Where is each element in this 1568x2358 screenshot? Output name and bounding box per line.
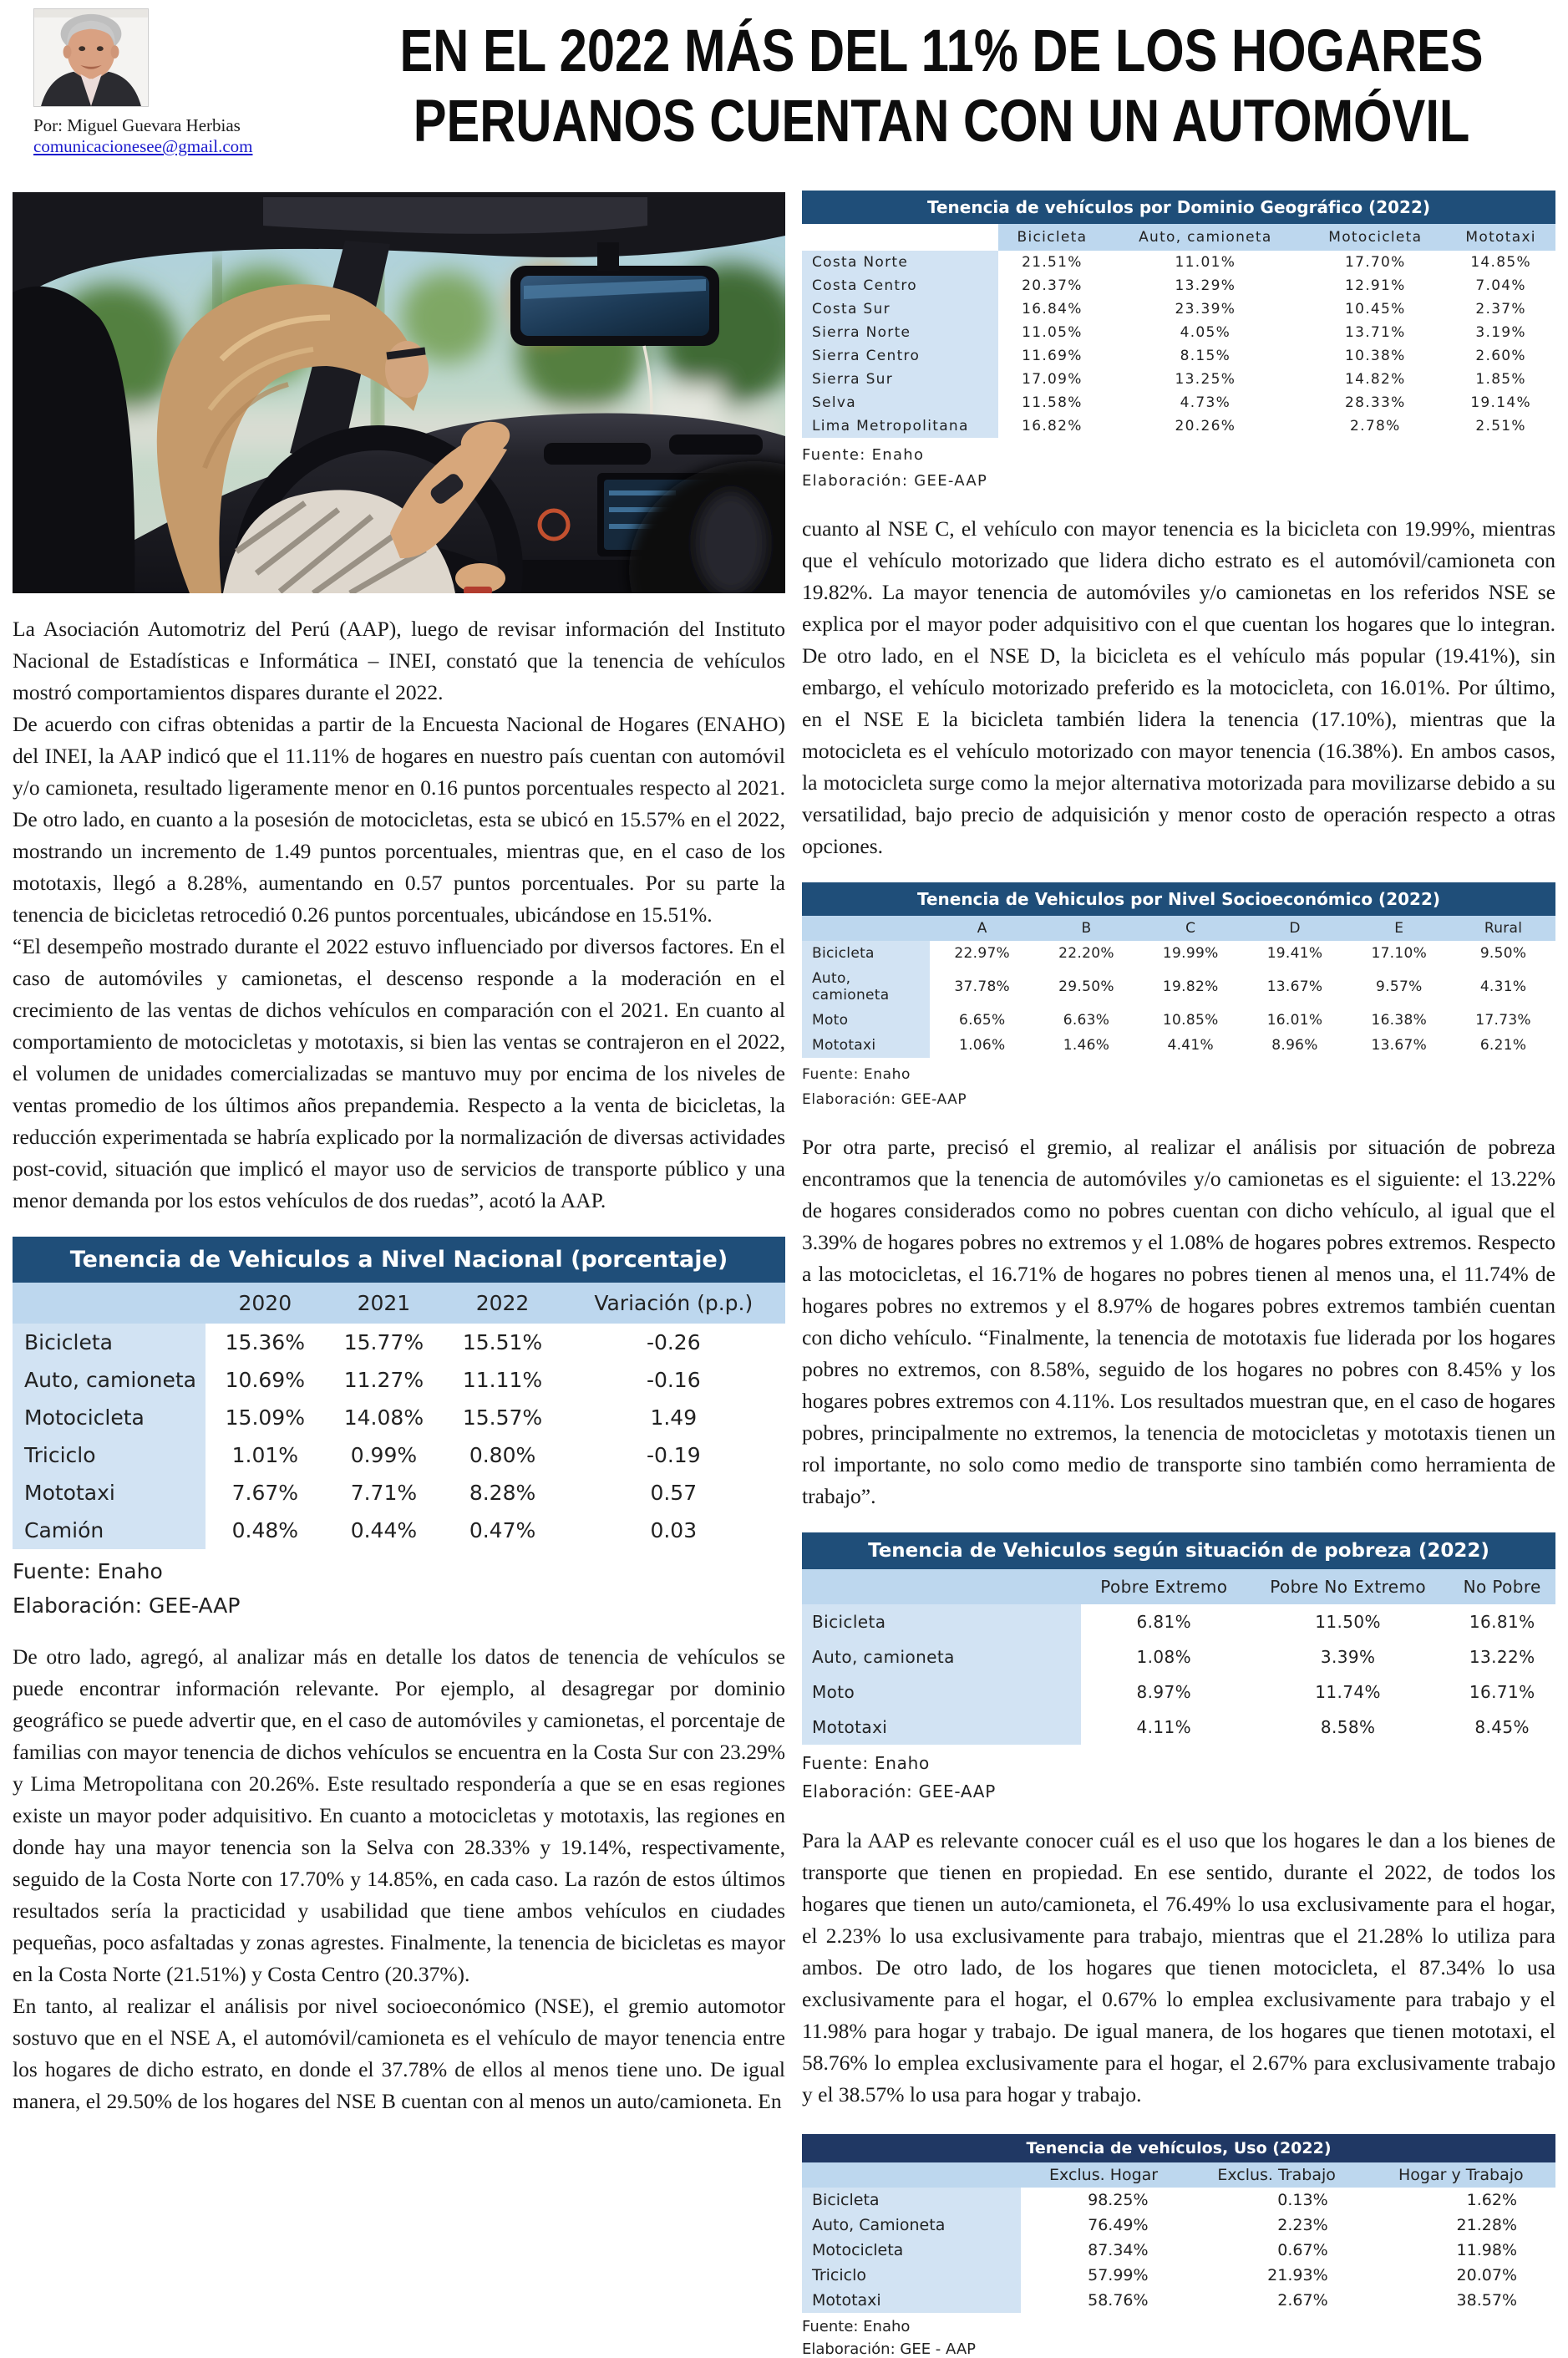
table-cell: 38.57% — [1367, 2288, 1555, 2313]
uso-table-title: Tenencia de vehículos, Uso (2022) — [802, 2134, 1555, 2162]
paragraph: La Asociación Automotriz del Perú (AAP), luego de revisar información del Instituto Nacional de Estadísticas e Informática – INEI, constató que la tenencia de vehículos mostró comportamientos dispares durante el 2022. — [13, 617, 785, 704]
nse-table — [802, 916, 1555, 1058]
source-note: Fuente: Enaho — [802, 1066, 911, 1083]
paragraph: De otro lado, agregó, al analizar más en detalle los datos de tenencia de vehículos se puede encontrar información relevante. Por ejemplo, al desagregar por dominio geográfico se puede advertir que, en el caso de automóviles y camionetas, el porcentaje de familias con mayor tenencia de dichos vehículos se encuentra en la Costa Sur con 23.29% y Lima Metropolitana con 20.26%. Este resultado respondería a que se en esas regiones existe un mayor poder adquisitivo. En cuanto a motocicletas y mototaxis, las regiones en donde hay una mayor tenencia son la Selva con 28.33% y 19.14%, respectivamente, seguido de la Costa Norte con 17.70% y 14.85%, en cada caso. La razón de estos últimos resultados sería la practicidad y usabilidad que tiene ambos vehículos en ciudades pequeñas, poco asfaltadas y zonas agrestes. Finalmente, la tenencia de bicicletas es mayor en la Costa Norte (21.51%) y Costa Centro (20.37%). — [13, 1644, 785, 1986]
table-cell: 14.82% — [1304, 368, 1446, 391]
table-cell: 13.67% — [1347, 1033, 1451, 1058]
page-title — [297, 17, 1568, 157]
table-cell: 16.01% — [1243, 1008, 1347, 1033]
table-cell: 11.74% — [1247, 1674, 1449, 1710]
row-label: Motocicleta — [13, 1399, 206, 1436]
table-cell: 11.11% — [443, 1361, 561, 1399]
table-cell: 11.01% — [1106, 251, 1304, 274]
row-label: Sierra Sur — [802, 368, 998, 391]
column-header: C — [1139, 916, 1243, 941]
row-label: Bicicleta — [13, 1324, 206, 1361]
national-table-block — [13, 1237, 785, 1618]
car-interior-photo — [13, 192, 785, 593]
table-cell: 11.69% — [998, 344, 1107, 368]
table-cell: 11.58% — [998, 391, 1107, 414]
paragraph: De acuerdo con cifras obtenidas a partir de la Encuesta Nacional de Hogares (ENAHO) del INEI, la AAP indicó que el 11.11% de hogares en nuestro país cuentan con automóvil y/o camioneta, resultado ligeramente menor en 0.16 puntos porcentuales respecto al 2021. De otro lado, en cuanto a la posesión de motocicletas, esta se ubicó en 15.57% en el 2022, mostrando un incremento de 1.49 puntos porcentuales, mientras que, en el caso de los mototaxis, llegó a 8.28%, aumentando en 0.57 puntos porcentuales. Por su parte la tenencia de bicicletas retrocedió 0.26 puntos porcentuales, ubicándose en 15.51%. — [13, 712, 785, 927]
table-row — [13, 1512, 785, 1549]
source-note: Fuente: Enaho — [802, 446, 925, 464]
author-portrait-photo — [33, 8, 149, 107]
table-cell: 10.45% — [1304, 297, 1446, 321]
table-cell: 10.38% — [1304, 344, 1446, 368]
row-label: Auto, camioneta — [802, 966, 930, 1008]
table-row — [802, 2213, 1555, 2238]
table-cell: 19.41% — [1243, 941, 1347, 966]
row-label: Sierra Norte — [802, 321, 998, 344]
table-cell: -0.16 — [562, 1361, 785, 1399]
table-row — [802, 251, 1555, 274]
table-cell: 2.51% — [1446, 414, 1555, 438]
national-table-title: Tenencia de Vehiculos a Nivel Nacional (porcentaje) — [13, 1237, 785, 1283]
table-cell: 17.73% — [1451, 1008, 1555, 1033]
table-cell: 29.50% — [1034, 966, 1139, 1008]
table-row — [13, 1474, 785, 1512]
paragraph: cuanto al NSE C, el vehículo con mayor tenencia es la bicicleta con 19.99%, mientras que el vehículo motorizado que lidera dicho estrato es el automóvil/camioneta con 19.82%. La mayor tenencia de automóviles y/o camionetas en los referidos NSE se explica por el mayor poder adquisitivo con el que cuentan los hogares que lo integran. De otro lado, en el NSE D, la bicicleta es el vehículo más popular (19.41%), sin embargo, el vehículo motorizado preferido es la motocicleta, con 16.01%. Por último, en el NSE E la bicicleta también lidera la tenencia (17.10%), mientras que la motocicleta es el vehículo motorizado con mayor tenencia (16.38%). En ambos casos, la motocicleta surge como la mejor alternativa motorizada para movilizarse debido a su versatilidad, bajo precio de adquisición y menor costo de operación respecto a otras opciones. — [802, 516, 1555, 858]
table-cell: 8.58% — [1247, 1710, 1449, 1745]
table-cell: 13.22% — [1449, 1639, 1555, 1674]
column-header-row — [802, 2162, 1555, 2188]
table-cell: 23.39% — [1106, 297, 1304, 321]
elaboration-note: Elaboración: GEE-AAP — [802, 1781, 996, 1802]
row-label: Mototaxi — [802, 2288, 1021, 2313]
table-cell: 0.03 — [562, 1512, 785, 1549]
table-cell: 15.09% — [206, 1399, 324, 1436]
geo-table-title: Tenencia de vehículos por Dominio Geográfico (2022) — [802, 191, 1555, 224]
article-photo — [13, 192, 785, 593]
source-note: Fuente: Enaho — [13, 1559, 163, 1583]
row-label: Triciclo — [13, 1436, 206, 1474]
table-cell: 13.67% — [1243, 966, 1347, 1008]
table-cell: 11.50% — [1247, 1604, 1449, 1639]
right-column — [802, 191, 1555, 2358]
table-cell: 8.97% — [1081, 1674, 1247, 1710]
table-cell: 0.80% — [443, 1436, 561, 1474]
column-header: 2020 — [206, 1283, 324, 1324]
table-cell: 4.05% — [1106, 321, 1304, 344]
table-row — [802, 1710, 1555, 1745]
table-cell: 6.81% — [1081, 1604, 1247, 1639]
table-cell: 19.82% — [1139, 966, 1243, 1008]
table-cell: 22.20% — [1034, 941, 1139, 966]
table-cell: 4.31% — [1451, 966, 1555, 1008]
paragraph: Para la AAP es relevante conocer cuál es el uso que los hogares le dan a los bienes de transporte que tienen en propiedad. En ese sentido, durante el 2022, de todos los hogares que tienen un auto/camioneta, el 76.49% lo usa exclusivamente para el hogar, el 2.23% lo usa exclusivamente para trabajo, mientras que el 21.28% lo utiliza para ambos. De otro lado, de los hogares que tienen motocicleta, el 87.34% lo usa exclusivamente para el hogar, el 0.67% lo emplea exclusivamente para trabajo y el 11.98% para hogar y trabajo. De igual manera, de los hogares que tienen mototaxi, el 58.76% lo emplea exclusivamente para el hogar, el 2.67% para exclusivamente trabajo y el 38.57% lo usa para hogar y trabajo. — [802, 1828, 1555, 2106]
nse-table-block — [802, 882, 1555, 1108]
elaboration-note: Elaboración: GEE-AAP — [802, 1091, 967, 1108]
table-cell: 1.85% — [1446, 368, 1555, 391]
column-header: Motocicleta — [1304, 224, 1446, 251]
table-row — [802, 1604, 1555, 1639]
table-row — [802, 274, 1555, 297]
table-cell: 1.06% — [930, 1033, 1034, 1058]
table-cell: 20.26% — [1106, 414, 1304, 438]
table-cell: 21.28% — [1367, 2213, 1555, 2238]
table-cell: 17.70% — [1304, 251, 1446, 274]
column-header — [802, 224, 998, 251]
elaboration-note: Elaboración: GEE-AAP — [802, 472, 988, 490]
table-row — [802, 941, 1555, 966]
table-cell: 21.51% — [998, 251, 1107, 274]
author-name: Por: Miguel Guevara Herbias — [33, 115, 241, 135]
table-cell: 19.14% — [1446, 391, 1555, 414]
column-header: 2022 — [443, 1283, 561, 1324]
table-cell: 8.15% — [1106, 344, 1304, 368]
table-cell: -0.19 — [562, 1436, 785, 1474]
table-cell: 2.78% — [1304, 414, 1446, 438]
table-row — [802, 2188, 1555, 2213]
table-cell: 1.01% — [206, 1436, 324, 1474]
table-cell: -0.26 — [562, 1324, 785, 1361]
table-cell: 1.08% — [1081, 1639, 1247, 1674]
row-label: Costa Sur — [802, 297, 998, 321]
table-cell: 10.69% — [206, 1361, 324, 1399]
table-cell: 0.44% — [324, 1512, 443, 1549]
row-label: Mototaxi — [802, 1033, 930, 1058]
table-row — [802, 391, 1555, 414]
table-cell: 87.34% — [1021, 2238, 1187, 2263]
table-row — [802, 1674, 1555, 1710]
elaboration-note: Elaboración: GEE-AAP — [13, 1593, 241, 1618]
row-label: Mototaxi — [802, 1710, 1081, 1745]
table-cell: 15.77% — [324, 1324, 443, 1361]
table-cell: 8.96% — [1243, 1033, 1347, 1058]
table-row — [802, 344, 1555, 368]
table-cell: 14.85% — [1446, 251, 1555, 274]
table-cell: 98.25% — [1021, 2188, 1187, 2213]
table-cell: 21.93% — [1187, 2263, 1367, 2288]
table-cell: 37.78% — [930, 966, 1034, 1008]
row-label: Lima Metropolitana — [802, 414, 998, 438]
table-cell: 12.91% — [1304, 274, 1446, 297]
table-cell: 0.99% — [324, 1436, 443, 1474]
table-cell: 16.81% — [1449, 1604, 1555, 1639]
table-cell: 3.39% — [1247, 1639, 1449, 1674]
column-header: E — [1347, 916, 1451, 941]
table-cell: 4.41% — [1139, 1033, 1243, 1058]
table-cell: 17.09% — [998, 368, 1107, 391]
table-cell: 0.57 — [562, 1474, 785, 1512]
table-row — [802, 297, 1555, 321]
table-cell: 58.76% — [1021, 2288, 1187, 2313]
row-label: Costa Norte — [802, 251, 998, 274]
table-row — [802, 1033, 1555, 1058]
table-row — [802, 2238, 1555, 2263]
table-cell: 16.82% — [998, 414, 1107, 438]
table-cell: 76.49% — [1021, 2213, 1187, 2238]
column-header: D — [1243, 916, 1347, 941]
pobreza-table-block — [802, 1532, 1555, 1802]
table-cell: 13.25% — [1106, 368, 1304, 391]
column-header-row — [802, 1569, 1555, 1604]
table-cell: 16.71% — [1449, 1674, 1555, 1710]
table-row — [802, 1008, 1555, 1033]
row-label: Bicicleta — [802, 1604, 1081, 1639]
row-label: Mototaxi — [13, 1474, 206, 1512]
uso-table — [802, 2162, 1555, 2313]
table-cell: 4.11% — [1081, 1710, 1247, 1745]
table-cell: 28.33% — [1304, 391, 1446, 414]
paragraph: “El desempeño mostrado durante el 2022 estuvo influenciado por diversos factores. En el caso de automóviles y camionetas, el descenso responde a la moderación en el crecimiento de las ventas de dichos vehículos en comparación con el 2021. En cuanto al comportamiento de motocicletas y mototaxis, si bien las ventas se contrajeron en el 2022, el volumen de unidades comercializadas se mantuvo muy por encima de los niveles de ventas promedio de los últimos años prepandemia. Respecto a la venta de bicicletas, la reducción experimentada se habría explicado por la normalización de diversas actividades post-covid, situación que implicó el mayor uso de servicios de transporte público y una menor demanda por los estos vehículos de dos ruedas”, acotó la AAP. — [13, 934, 785, 1212]
column-header: 2021 — [324, 1283, 443, 1324]
row-label: Bicicleta — [802, 941, 930, 966]
page-title-line2: PERUANOS CUENTAN CON UN AUTOMÓVIL — [413, 88, 1470, 155]
table-cell: 0.67% — [1187, 2238, 1367, 2263]
table-cell: 2.67% — [1187, 2288, 1367, 2313]
table-cell: 2.60% — [1446, 344, 1555, 368]
table-cell: 1.46% — [1034, 1033, 1139, 1058]
row-label: Triciclo — [802, 2263, 1021, 2288]
column-header: Exclus. Hogar — [1021, 2162, 1187, 2188]
page-title-line1: EN EL 2022 MÁS DEL 11% DE LOS HOGARES — [399, 18, 1484, 84]
table-row — [802, 1639, 1555, 1674]
table-cell: 8.28% — [443, 1474, 561, 1512]
uso-table-block — [802, 2134, 1555, 2358]
content-columns — [13, 191, 1555, 2358]
column-header: Rural — [1451, 916, 1555, 941]
source-note: Fuente: Enaho — [802, 2318, 911, 2335]
pobreza-table — [802, 1569, 1555, 1745]
column-header — [802, 916, 930, 941]
page-header — [13, 5, 1555, 191]
column-header: B — [1034, 916, 1139, 941]
table-cell: 7.71% — [324, 1474, 443, 1512]
table-row — [802, 2263, 1555, 2288]
table-cell: 8.45% — [1449, 1710, 1555, 1745]
column-header: Hogar y Trabajo — [1367, 2162, 1555, 2188]
table-cell: 16.84% — [998, 297, 1107, 321]
table-cell: 57.99% — [1021, 2263, 1187, 2288]
row-label: Motocicleta — [802, 2238, 1021, 2263]
row-label: Auto, camioneta — [13, 1361, 206, 1399]
table-cell: 3.19% — [1446, 321, 1555, 344]
row-label: Costa Centro — [802, 274, 998, 297]
left-column — [13, 191, 785, 2117]
table-cell: 15.36% — [206, 1324, 324, 1361]
column-header: Auto, camioneta — [1106, 224, 1304, 251]
table-cell: 14.08% — [324, 1399, 443, 1436]
table-cell: 9.50% — [1451, 941, 1555, 966]
table-cell: 13.29% — [1106, 274, 1304, 297]
table-cell: 6.63% — [1034, 1008, 1139, 1033]
table-cell: 2.23% — [1187, 2213, 1367, 2238]
sunglasses — [387, 351, 425, 356]
table-cell: 17.10% — [1347, 941, 1451, 966]
row-label: Sierra Centro — [802, 344, 998, 368]
table-row — [13, 1361, 785, 1399]
column-header-row — [802, 224, 1555, 251]
table-row — [802, 966, 1555, 1008]
table-cell: 22.97% — [930, 941, 1034, 966]
table-row — [802, 321, 1555, 344]
table-cell: 15.51% — [443, 1324, 561, 1361]
table-row — [13, 1324, 785, 1361]
table-row — [802, 368, 1555, 391]
column-header: Mototaxi — [1446, 224, 1555, 251]
table-row — [13, 1399, 785, 1436]
geo-table — [802, 224, 1555, 438]
table-cell: 16.38% — [1347, 1008, 1451, 1033]
row-label: Moto — [802, 1674, 1081, 1710]
row-label: Auto, Camioneta — [802, 2213, 1021, 2238]
column-header-row — [13, 1283, 785, 1324]
table-cell: 11.98% — [1367, 2238, 1555, 2263]
column-header: Exclus. Trabajo — [1187, 2162, 1367, 2188]
nse-table-title: Tenencia de Vehiculos por Nivel Socioeconómico (2022) — [802, 882, 1555, 916]
geo-table-block — [802, 191, 1555, 490]
table-row — [802, 414, 1555, 438]
table-row — [802, 2288, 1555, 2313]
table-cell: 11.05% — [998, 321, 1107, 344]
table-cell: 6.65% — [930, 1008, 1034, 1033]
table-cell: 13.71% — [1304, 321, 1446, 344]
engine-start-button — [540, 511, 568, 539]
pobreza-table-title: Tenencia de Vehiculos según situación de pobreza (2022) — [802, 1532, 1555, 1569]
table-cell: 15.57% — [443, 1399, 561, 1436]
column-header — [802, 1569, 1081, 1604]
table-cell: 1.62% — [1367, 2188, 1555, 2213]
table-cell: 19.99% — [1139, 941, 1243, 966]
column-header: A — [930, 916, 1034, 941]
paragraph: Por otra parte, precisó el gremio, al realizar el análisis por situación de pobreza encontramos que la tenencia de automóviles y/o camionetas es el siguiente: el 13.22% de hogares considerados como no pobres cuentan con dicho vehículo, al igual que el 3.39% de hogares pobres no extremos y el 1.08% de hogares pobres extremos. Respecto a las motocicletas, el 16.71% de hogares no pobres tienen al menos una, el 11.74% de hogares pobres no extremos y el 8.97% de hogares pobres extremos también cuentan con dicho vehículo. “Finalmente, la tenencia de mototaxis fue liderada por los hogares pobres no extremos, con 8.58%, seguido de los hogares no pobres con 8.45% y los hogares pobres extremos con 4.11%. Los resultados muestran que, en el caso de hogares pobres, principalmente no extremos, la tenencia de motocicletas y mototaxis tienen un rol importante, no solo como medio de transporte sino también como herramienta de trabajo”. — [802, 1135, 1555, 1508]
row-label: Camión — [13, 1512, 206, 1549]
column-header: Pobre No Extremo — [1247, 1569, 1449, 1604]
column-header: Bicicleta — [998, 224, 1107, 251]
row-label: Moto — [802, 1008, 930, 1033]
table-cell: 20.07% — [1367, 2263, 1555, 2288]
table-cell: 9.57% — [1347, 966, 1451, 1008]
paragraph: En tanto, al realizar el análisis por nivel socioeconómico (NSE), el gremio automotor sostuvo que en el NSE A, el automóvil/camioneta es el vehículo de mayor tenencia entre los hogares de dicho estrato, en donde el 37.78% de ellos al menos tiene uno. De igual manera, el 29.50% de los hogares del NSE B cuentan con al menos un auto/camioneta. En — [13, 1994, 785, 2113]
table-cell: 20.37% — [998, 274, 1107, 297]
author-email-link[interactable]: comunicacionesee@gmail.com — [33, 136, 253, 156]
table-cell: 11.27% — [324, 1361, 443, 1399]
national-table — [13, 1283, 785, 1549]
column-header: No Pobre — [1449, 1569, 1555, 1604]
author-block — [33, 8, 297, 157]
source-note: Fuente: Enaho — [802, 1753, 930, 1773]
table-cell: 0.13% — [1187, 2188, 1367, 2213]
table-cell: 2.37% — [1446, 297, 1555, 321]
table-cell: 1.49 — [562, 1399, 785, 1436]
column-header: Pobre Extremo — [1081, 1569, 1247, 1604]
table-cell: 0.47% — [443, 1512, 561, 1549]
elaboration-note: Elaboración: GEE - AAP — [802, 2340, 976, 2358]
table-cell: 6.21% — [1451, 1033, 1555, 1058]
table-cell: 0.48% — [206, 1512, 324, 1549]
row-label: Auto, camioneta — [802, 1639, 1081, 1674]
column-header — [13, 1283, 206, 1324]
table-cell: 7.67% — [206, 1474, 324, 1512]
row-label: Bicicleta — [802, 2188, 1021, 2213]
table-cell: 4.73% — [1106, 391, 1304, 414]
column-header-row — [802, 916, 1555, 941]
column-header: Variación (p.p.) — [562, 1283, 785, 1324]
table-row — [13, 1436, 785, 1474]
row-label: Selva — [802, 391, 998, 414]
table-cell: 10.85% — [1139, 1008, 1243, 1033]
column-header — [802, 2162, 1021, 2188]
table-cell: 7.04% — [1446, 274, 1555, 297]
